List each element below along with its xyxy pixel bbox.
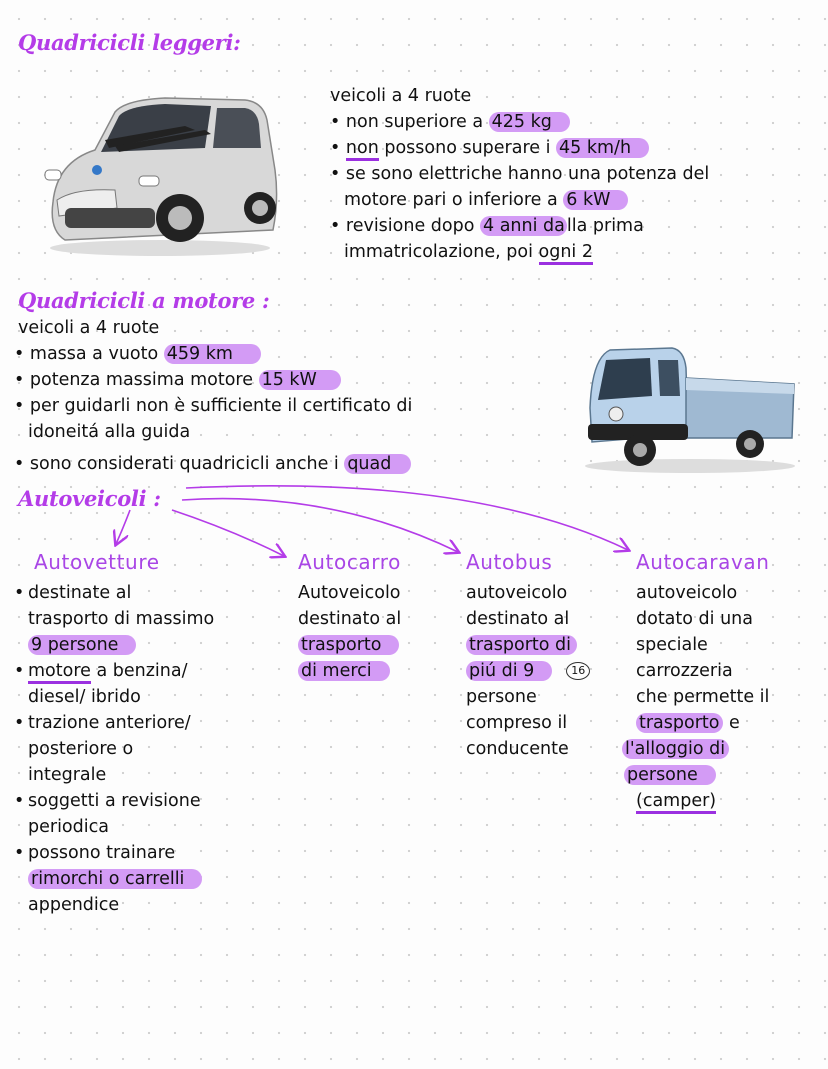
s1-intro: veicoli a 4 ruote [330,86,472,106]
heading-autobus: Autobus [466,550,553,574]
col-autocaravan: autoveicolo dotato di una speciale carrozzeria che permette il trasporto e l'alloggio di persone (camper) [636,580,826,814]
hl-rimorchi: rimorchi o carrelli [28,869,202,889]
hl-6kw: 6 kW [563,190,628,210]
heading-autocaravan: Autocaravan [636,550,770,574]
title-autoveicoli: Autoveicoli : [18,486,161,511]
microcar-image [35,90,285,260]
arrow-autovetture [116,510,130,544]
ul-ogni2: ogni 2 [539,242,593,265]
hl-piu-di-9: piú di 9 [466,661,552,681]
heading-autocarro: Autocarro [298,550,401,574]
title-quadricicli-motore: Quadricicli a motore : [18,288,270,313]
ul-non: non [346,138,379,161]
s1-bullet-1: • non superiore a 425 kg [330,109,570,135]
hl-di-merci: di merci [298,661,390,681]
hl-quad: quad [344,454,411,474]
arrow-autobus [182,499,458,552]
s2-intro: veicoli a 4 ruote [18,318,160,338]
hl-trasporto-di: trasporto di [466,635,577,655]
ul-motore: motore [28,661,91,684]
col-autobus: autoveicolo destinato al trasporto di piú di 9 16 persone compreso il conducente [466,580,631,762]
hl-425kg: 425 kg [489,112,570,132]
s1-bullet-2: • non possono superare i 45 km/h [330,135,649,161]
s1-bullet-4: • revisione dopo 4 anni da lla prima immatricolazione, poi ogni 2 [330,213,644,265]
title-quadricicli-leggeri: Quadricicli leggeri: [18,30,241,55]
s2-bullet-4: • sono considerati quadricicli anche i quad [14,451,411,477]
hl-15kw: 15 kW [259,370,341,390]
arrow-autocarro [172,510,284,556]
s2-bullet-2: • potenza massima motore 15 kW [14,367,341,393]
ul-camper: (camper) [636,791,716,814]
s2-bullet-1: • massa a vuoto 459 km [14,341,261,367]
hl-45kmh: 45 km/h [556,138,649,158]
col-autovetture: • destinate al trasporto di massimo 9 persone • motore a benzina/ diesel/ ibrido • trazione anteriore/ posteriore o integrale • soggetti a revisione periodica • possono trainare rimorchi o carrelli appendice [14,580,284,918]
truck-image [580,338,800,478]
hl-9persone: 9 persone [28,635,136,655]
hl-trasporto-caravan: trasporto [636,713,723,733]
s2-bullet-3: • per guidarli non è sufficiente il certificato di idoneitá alla guida [14,396,413,442]
note-16: 16 [566,662,590,680]
hl-trasporto-merci: trasporto [298,635,399,655]
s1-bullet-3: • se sono elettriche hanno una potenza del motore pari o inferiore a 6 kW [330,164,710,210]
hl-4anni: 4 anni da [480,216,567,236]
hl-persone: persone [624,765,716,785]
hl-459km: 459 km [164,344,261,364]
col-autocarro: Autoveicolo destinato al trasporto di merci [298,583,402,681]
hl-alloggio: l'alloggio di [622,739,729,759]
heading-autovetture: Autovetture [34,550,160,574]
